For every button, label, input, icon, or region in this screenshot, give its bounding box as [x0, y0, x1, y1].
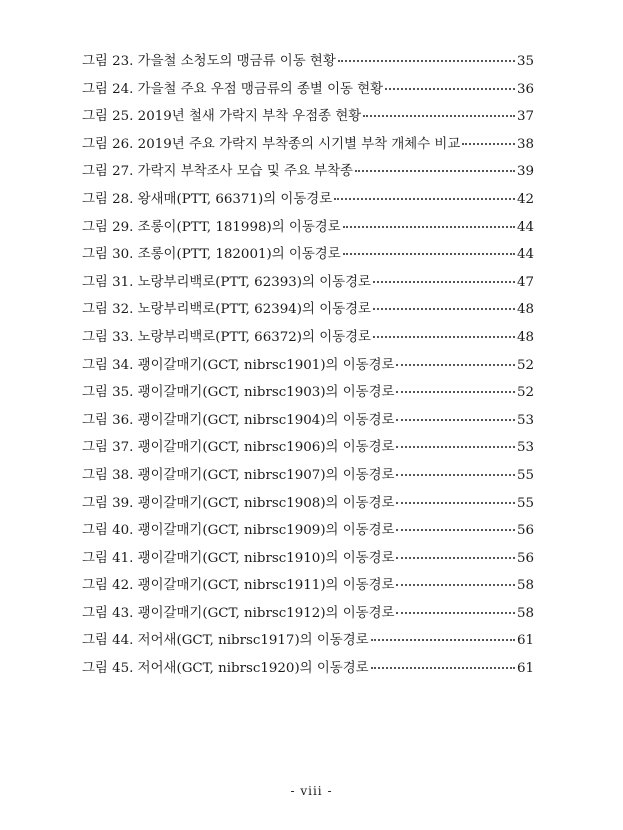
toc-entry-label: 그림 40. 괭이갈매기(GCT, nibrsc1909)의 이동경로	[82, 523, 395, 539]
figure-list	[82, 48, 534, 683]
toc-entry[interactable]	[82, 296, 534, 324]
toc-entry-page: 53	[516, 440, 534, 456]
dot-leader	[396, 391, 514, 393]
toc-entry[interactable]	[82, 48, 534, 76]
dot-leader	[355, 170, 515, 172]
toc-entry[interactable]	[82, 490, 534, 518]
page-number: - viii -	[290, 784, 333, 798]
toc-entry-label: 그림 35. 괭이갈매기(GCT, nibrsc1903)의 이동경로	[82, 385, 395, 401]
dot-leader	[396, 612, 514, 614]
toc-entry[interactable]	[82, 627, 534, 655]
toc-entry-label: 그림 28. 왕새매(PTT, 66371)의 이동경로	[82, 191, 333, 207]
toc-entry-page: 42	[516, 191, 534, 207]
toc-entry[interactable]	[82, 352, 534, 380]
toc-entry-page: 39	[516, 164, 534, 180]
toc-entry[interactable]	[82, 572, 534, 600]
toc-entry-page: 52	[516, 385, 534, 401]
dot-leader	[396, 364, 514, 366]
toc-entry[interactable]	[82, 76, 534, 104]
toc-entry-label: 그림 39. 괭이갈매기(GCT, nibrsc1908)의 이동경로	[82, 495, 395, 511]
toc-entry-label: 그림 32. 노랑부리백로(PTT, 62394)의 이동경로	[82, 302, 371, 318]
toc-entry-page: 48	[516, 329, 534, 345]
dot-leader	[371, 667, 515, 669]
toc-entry-label: 그림 41. 괭이갈매기(GCT, nibrsc1910)의 이동경로	[82, 550, 395, 566]
dot-leader	[396, 474, 514, 476]
toc-entry-label: 그림 27. 가락지 부착조사 모습 및 주요 부착종	[82, 164, 353, 180]
toc-entry[interactable]	[82, 241, 534, 269]
dot-leader	[396, 502, 514, 504]
toc-entry-page: 58	[516, 605, 534, 621]
toc-entry-page: 52	[516, 357, 534, 373]
dot-leader	[371, 639, 515, 641]
dot-leader	[334, 198, 515, 200]
toc-entry-label: 그림 24. 가을철 주요 우점 맹금류의 종별 이동 현황	[82, 81, 384, 97]
toc-entry[interactable]	[82, 379, 534, 407]
toc-entry-label: 그림 31. 노랑부리백로(PTT, 62393)의 이동경로	[82, 274, 371, 290]
toc-entry-page: 44	[516, 247, 534, 263]
toc-entry-label: 그림 44. 저어새(GCT, nibrsc1917)의 이동경로	[82, 633, 369, 649]
toc-entry[interactable]	[82, 214, 534, 242]
toc-entry-page: 36	[516, 81, 534, 97]
toc-entry-label: 그림 26. 2019년 주요 가락지 부착종의 시기별 부착 개체수 비교	[82, 136, 461, 152]
toc-entry[interactable]	[82, 131, 534, 159]
dot-leader	[343, 226, 515, 228]
toc-entry[interactable]	[82, 407, 534, 435]
dot-leader	[385, 88, 515, 90]
toc-entry-page: 53	[516, 412, 534, 428]
dot-leader	[373, 281, 515, 283]
dot-leader	[462, 143, 515, 145]
toc-entry-label: 그림 33. 노랑부리백로(PTT, 66372)의 이동경로	[82, 329, 371, 345]
toc-entry-page: 55	[516, 467, 534, 483]
dot-leader	[396, 557, 514, 559]
toc-entry[interactable]	[82, 158, 534, 186]
toc-entry[interactable]	[82, 545, 534, 573]
toc-entry-page: 56	[516, 550, 534, 566]
toc-entry-label: 그림 42. 괭이갈매기(GCT, nibrsc1911)의 이동경로	[82, 578, 395, 594]
toc-entry[interactable]	[82, 186, 534, 214]
dot-leader	[373, 308, 515, 310]
dot-leader	[396, 584, 514, 586]
toc-entry-label: 그림 36. 괭이갈매기(GCT, nibrsc1904)의 이동경로	[82, 412, 395, 428]
dot-leader	[338, 60, 515, 62]
toc-entry-label: 그림 23. 가을철 소청도의 맹금류 이동 현황	[82, 54, 336, 69]
toc-entry-page: 35	[516, 54, 534, 69]
toc-entry-page: 44	[516, 219, 534, 235]
dot-leader	[343, 253, 515, 255]
toc-entry-label: 그림 37. 괭이갈매기(GCT, nibrsc1906)의 이동경로	[82, 440, 395, 456]
toc-entry-page: 55	[516, 495, 534, 511]
toc-entry-page: 61	[516, 633, 534, 649]
toc-entry-label: 그림 30. 조롱이(PTT, 182001)의 이동경로	[82, 247, 341, 263]
toc-entry-page: 48	[516, 302, 534, 318]
dot-leader	[396, 446, 514, 448]
toc-entry-page: 56	[516, 523, 534, 539]
toc-entry-page: 61	[516, 661, 534, 677]
dot-leader	[396, 419, 514, 421]
toc-entry[interactable]	[82, 600, 534, 628]
dot-leader	[396, 529, 514, 531]
toc-entry[interactable]	[82, 517, 534, 545]
toc-entry-page: 38	[516, 136, 534, 152]
dot-leader	[363, 115, 515, 117]
toc-entry[interactable]	[82, 462, 534, 490]
toc-entry[interactable]	[82, 103, 534, 131]
toc-entry-label: 그림 25. 2019년 철새 가락지 부착 우점종 현황	[82, 109, 362, 125]
toc-entry-page: 58	[516, 578, 534, 594]
toc-entry-page: 47	[516, 274, 534, 290]
toc-entry-label: 그림 45. 저어새(GCT, nibrsc1920)의 이동경로	[82, 661, 369, 677]
toc-entry-label: 그림 43. 괭이갈매기(GCT, nibrsc1912)의 이동경로	[82, 605, 395, 621]
toc-entry[interactable]	[82, 655, 534, 683]
toc-entry-page: 37	[516, 109, 534, 125]
toc-entry[interactable]	[82, 269, 534, 297]
toc-entry[interactable]	[82, 434, 534, 462]
dot-leader	[373, 336, 515, 338]
toc-entry[interactable]	[82, 324, 534, 352]
toc-entry-label: 그림 34. 괭이갈매기(GCT, nibrsc1901)의 이동경로	[82, 357, 395, 373]
toc-entry-label: 그림 38. 괭이갈매기(GCT, nibrsc1907)의 이동경로	[82, 467, 395, 483]
toc-entry-label: 그림 29. 조롱이(PTT, 181998)의 이동경로	[82, 219, 341, 235]
